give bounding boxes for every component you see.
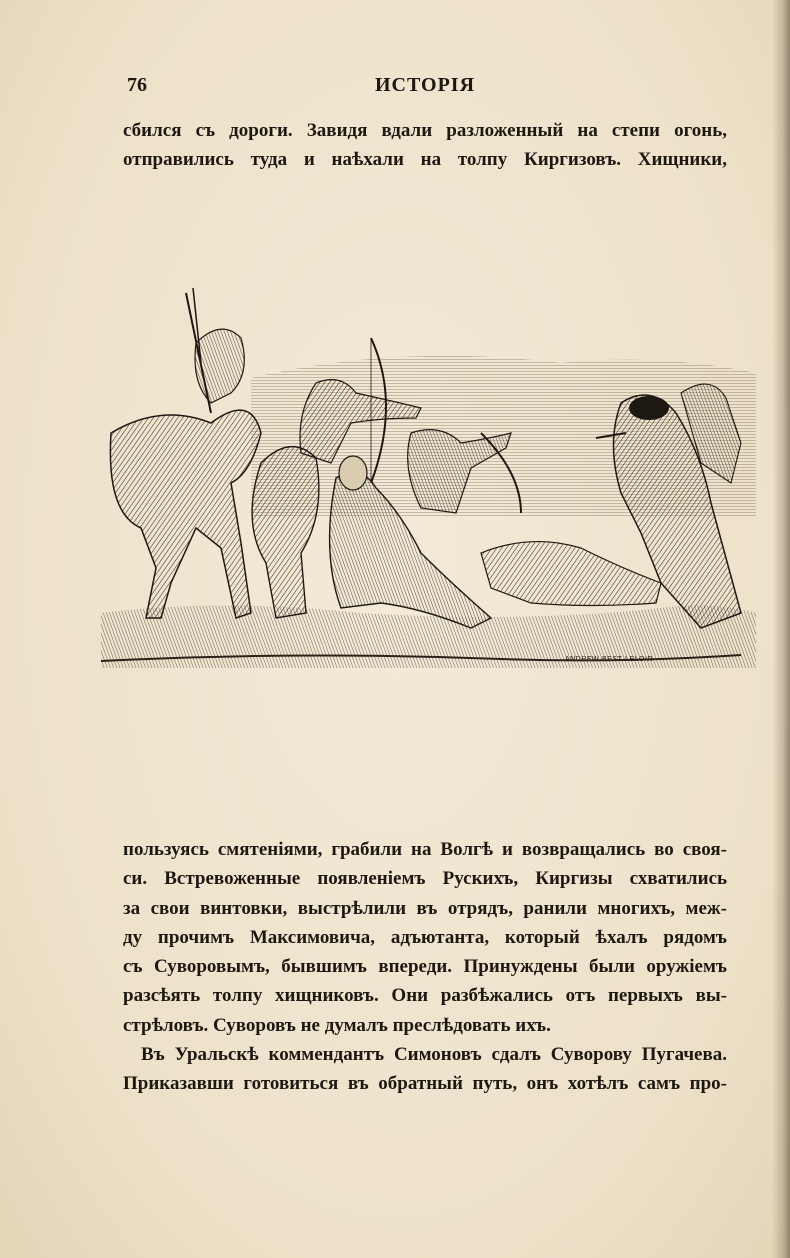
page-number: 76	[127, 74, 147, 96]
text-line: за свои винтовки, выстрѣлили въ отрядъ, ранили многихъ, меж-	[123, 897, 727, 919]
ground	[101, 605, 756, 668]
engraving-illustration	[101, 283, 756, 673]
text-line: съ Суворовымъ, бывшимъ впереди. Принуждены были оружіемъ	[123, 956, 727, 978]
text-line: сбился съ дороги. Завидя вдали разложенный на степи огонь,	[123, 120, 727, 141]
text-line: пользуясь смятеніями, грабили на Волгѣ и возвращались во своя-	[123, 839, 727, 860]
bottom-paragraph	[123, 835, 727, 1099]
text-line: разсѣять толпу хищниковъ. Они разбѣжались отъ первыхъ вы-	[123, 985, 727, 1007]
page-edge-shadow	[772, 0, 790, 1258]
top-paragraph	[123, 116, 727, 175]
text-line: стрѣловъ. Суворовъ не думалъ преслѣдовать ихъ.	[123, 1014, 551, 1036]
page-header	[127, 74, 723, 100]
text-line: ду прочимъ Максимовича, адъютанта, который ѣхалъ рядомъ	[123, 926, 727, 948]
text-line: отправились туда и наѣхали на толпу Киргизовъ. Хищники,	[123, 149, 727, 171]
text-line: Въ Уральскѣ коммендантъ Симоновъ сдалъ Суворову Пугачева.	[141, 1044, 727, 1066]
horse-and-rider	[110, 288, 261, 618]
text-line: Приказавши готовиться въ обратный путь, онъ хотѣлъ самъ про-	[123, 1073, 727, 1095]
engraver-signature: ANDREW·BEST·LELOIR	[565, 656, 653, 663]
text-line: си. Встревоженные появленіемъ Рускихъ, Киргизы схватились	[123, 868, 727, 890]
running-title: ИСТОРІЯ	[374, 74, 476, 96]
